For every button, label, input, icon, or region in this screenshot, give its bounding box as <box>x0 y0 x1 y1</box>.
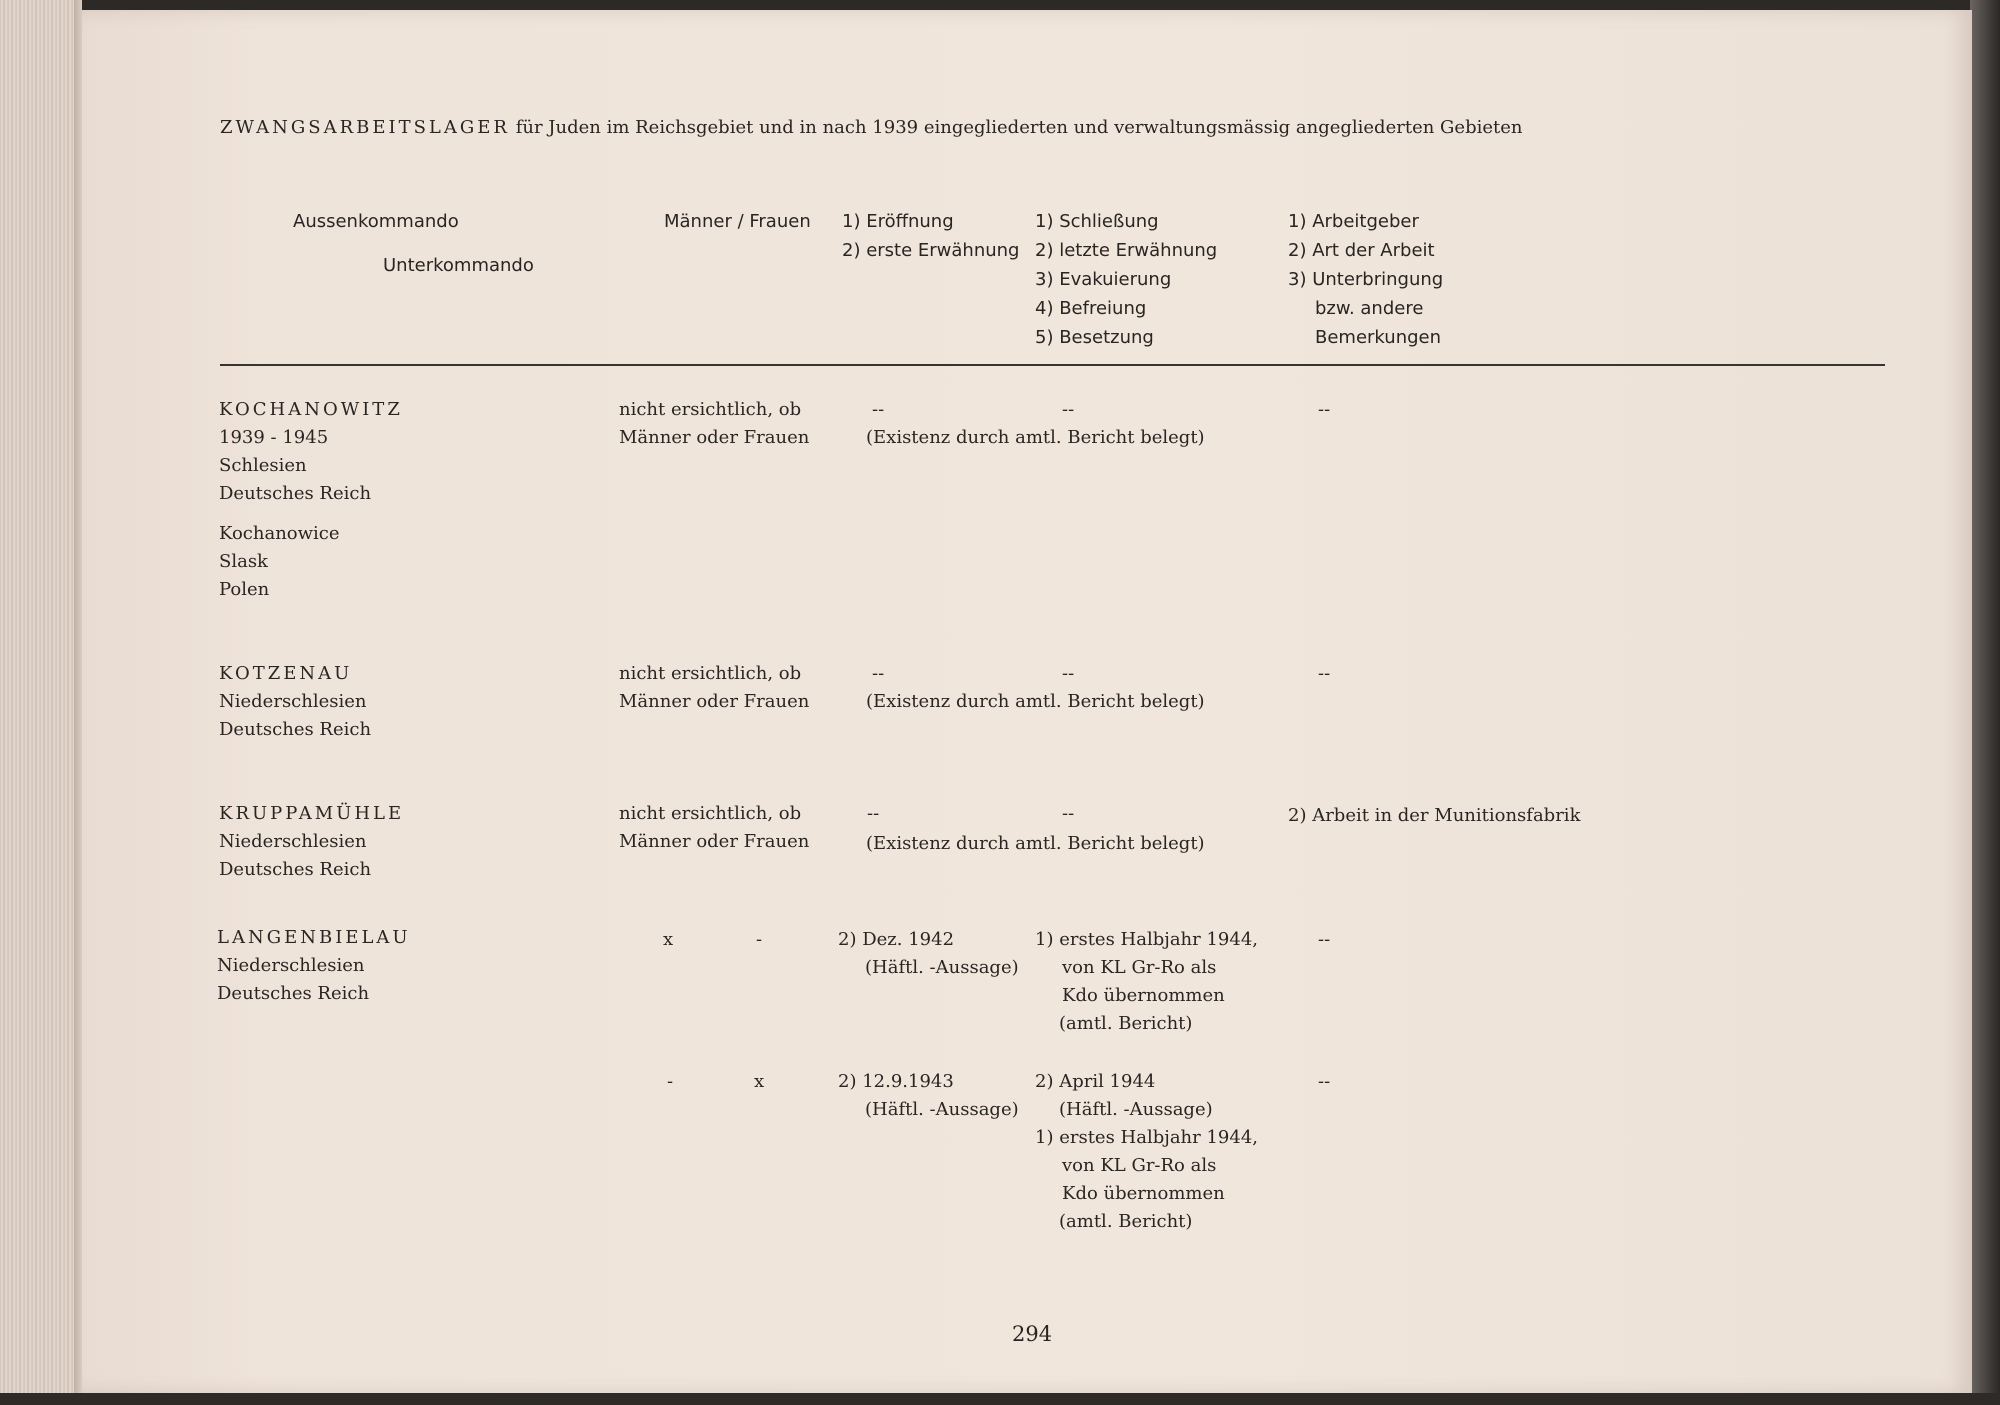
entry-location-line: Schlesien <box>219 455 307 476</box>
schliessung-line: Kdo übernommen <box>1062 985 1225 1006</box>
entry-location-line: Niederschlesien <box>217 955 365 976</box>
header-eroeffnung-line: 1) Eröffnung <box>842 211 954 232</box>
schliessung-line: (amtl. Bericht) <box>1059 1013 1193 1034</box>
entry-kochanowitz-location <box>219 396 403 508</box>
header-schliessung <box>1035 207 1217 352</box>
header-arbeitgeber <box>1288 207 1443 352</box>
entry-kotzenau-arbeitgeber: -- <box>1318 663 1331 684</box>
entry-langenbielau-r1-arbeitgeber: -- <box>1318 929 1331 950</box>
entry-gender-line: Männer oder Frauen <box>619 427 810 448</box>
entry-kruppamuehle-gender <box>619 800 809 856</box>
entry-gender-line: Männer oder Frauen <box>619 691 810 712</box>
header-arbeitgeber-line: 3) Unterbringung <box>1288 269 1444 290</box>
entry-langenbielau-r1-maenner: x <box>663 929 674 950</box>
entry-gender-line: nicht ersichtlich, ob <box>619 663 802 684</box>
entry-kotzenau-location <box>219 660 371 744</box>
header-unterkommando: Unterkommando <box>383 255 534 276</box>
header-schliessung-line: 3) Evakuierung <box>1035 269 1172 290</box>
entry-gender-line: Männer oder Frauen <box>619 831 810 852</box>
entry-gender-line: nicht ersichtlich, ob <box>619 803 802 824</box>
header-maenner-frauen: Männer / Frauen <box>664 211 811 232</box>
header-arbeitgeber-line: Bemerkungen <box>1315 327 1442 348</box>
eroeffnung-line: (Häftl. -Aussage) <box>865 957 1019 978</box>
header-arbeitgeber-line: bzw. andere <box>1315 298 1424 319</box>
entry-kotzenau-note: (Existenz durch amtl. Bericht belegt) <box>866 691 1205 712</box>
eroeffnung-line: (Häftl. -Aussage) <box>865 1099 1019 1120</box>
entry-alt-location-line: Slask <box>219 551 268 572</box>
entry-location-line: Deutsches Reich <box>217 983 370 1004</box>
book-bottom-edge <box>0 1393 2000 1405</box>
entry-kochanowitz-schliessung: -- <box>1062 399 1075 420</box>
entry-alt-location-line: Polen <box>219 579 270 600</box>
entry-name: KRUPPAMÜHLE <box>219 803 405 824</box>
entry-location-line: 1939 - 1945 <box>219 427 329 448</box>
header-schliessung-line: 4) Befreiung <box>1035 298 1147 319</box>
entry-kruppamuehle-eroeffnung: -- <box>867 803 880 824</box>
schliessung-line: 2) April 1944 <box>1035 1071 1156 1092</box>
entry-langenbielau-r1-eroeffnung <box>838 926 1019 982</box>
header-arbeitgeber-line: 1) Arbeitgeber <box>1288 211 1419 232</box>
entry-kochanowitz-gender <box>619 396 809 452</box>
header-aussenkommando: Aussenkommando <box>293 211 459 232</box>
entry-kruppamuehle-note: (Existenz durch amtl. Bericht belegt) <box>866 833 1205 854</box>
header-schliessung-line: 1) Schließung <box>1035 211 1159 232</box>
entry-location-line: Deutsches Reich <box>219 483 372 504</box>
header-eroeffnung-line: 2) erste Erwähnung <box>842 240 1020 261</box>
book-right-edge <box>1970 0 2000 1405</box>
entry-kruppamuehle-schliessung: -- <box>1062 803 1075 824</box>
eroeffnung-line: 2) 12.9.1943 <box>838 1071 954 1092</box>
entry-kotzenau-gender <box>619 660 809 716</box>
title-rest: für Juden im Reichsgebiet und in nach 1939 eingegliederten und verwaltungsmässig angegliederten Gebieten <box>515 117 1523 138</box>
entry-location-line: Deutsches Reich <box>219 859 372 880</box>
entry-langenbielau-r2-frauen: x <box>754 1071 765 1092</box>
entry-location-line: Deutsches Reich <box>219 719 372 740</box>
entry-gender-line: nicht ersichtlich, ob <box>619 399 802 420</box>
entry-langenbielau-r2-arbeitgeber: -- <box>1318 1071 1331 1092</box>
entry-location-line: Niederschlesien <box>219 691 367 712</box>
entry-kruppamuehle-arbeitgeber: 2) Arbeit in der Munitionsfabrik <box>1288 805 1581 826</box>
header-schliessung-line: 5) Besetzung <box>1035 327 1154 348</box>
entry-kochanowitz-eroeffnung: -- <box>872 399 885 420</box>
schliessung-line: 1) erstes Halbjahr 1944, <box>1035 929 1259 950</box>
schliessung-line: von KL Gr-Ro als <box>1062 957 1217 978</box>
entry-name: KOTZENAU <box>219 663 353 684</box>
entry-langenbielau-r2-maenner: - <box>667 1071 674 1092</box>
schliessung-line: (amtl. Bericht) <box>1059 1211 1193 1232</box>
entry-kochanowitz-note: (Existenz durch amtl. Bericht belegt) <box>866 427 1205 448</box>
book-page-edges <box>0 0 82 1405</box>
header-eroeffnung <box>842 207 1020 265</box>
header-arbeitgeber-line: 2) Art der Arbeit <box>1288 240 1435 261</box>
entry-kruppamuehle-location <box>219 800 404 884</box>
entry-langenbielau-r2-eroeffnung <box>838 1068 1019 1124</box>
entry-kotzenau-schliessung: -- <box>1062 663 1075 684</box>
title-lead: ZWANGSARBEITSLAGER <box>220 117 510 138</box>
header-divider <box>220 364 1885 366</box>
schliessung-line: (Häftl. -Aussage) <box>1059 1099 1213 1120</box>
entry-kochanowitz-arbeitgeber: -- <box>1318 399 1331 420</box>
entry-alt-location-line: Kochanowice <box>219 523 340 544</box>
entry-location-line: Niederschlesien <box>219 831 367 852</box>
entry-kotzenau-eroeffnung: -- <box>872 663 885 684</box>
entry-langenbielau-r2-schliessung <box>1035 1068 1258 1236</box>
entry-langenbielau-r1-frauen: - <box>756 929 763 950</box>
schliessung-line: von KL Gr-Ro als <box>1062 1155 1217 1176</box>
page-title <box>220 117 1522 138</box>
schliessung-line: 1) erstes Halbjahr 1944, <box>1035 1127 1259 1148</box>
entry-name: KOCHANOWITZ <box>219 399 403 420</box>
entry-kochanowitz-alt-location <box>219 520 340 604</box>
entry-langenbielau-r1-schliessung <box>1035 926 1258 1038</box>
entry-name: LANGENBIELAU <box>217 927 411 948</box>
page-number: 294 <box>1012 1322 1053 1346</box>
header-schliessung-line: 2) letzte Erwähnung <box>1035 240 1218 261</box>
entry-langenbielau-location <box>217 924 411 1008</box>
schliessung-line: Kdo übernommen <box>1062 1183 1225 1204</box>
eroeffnung-line: 2) Dez. 1942 <box>838 929 955 950</box>
